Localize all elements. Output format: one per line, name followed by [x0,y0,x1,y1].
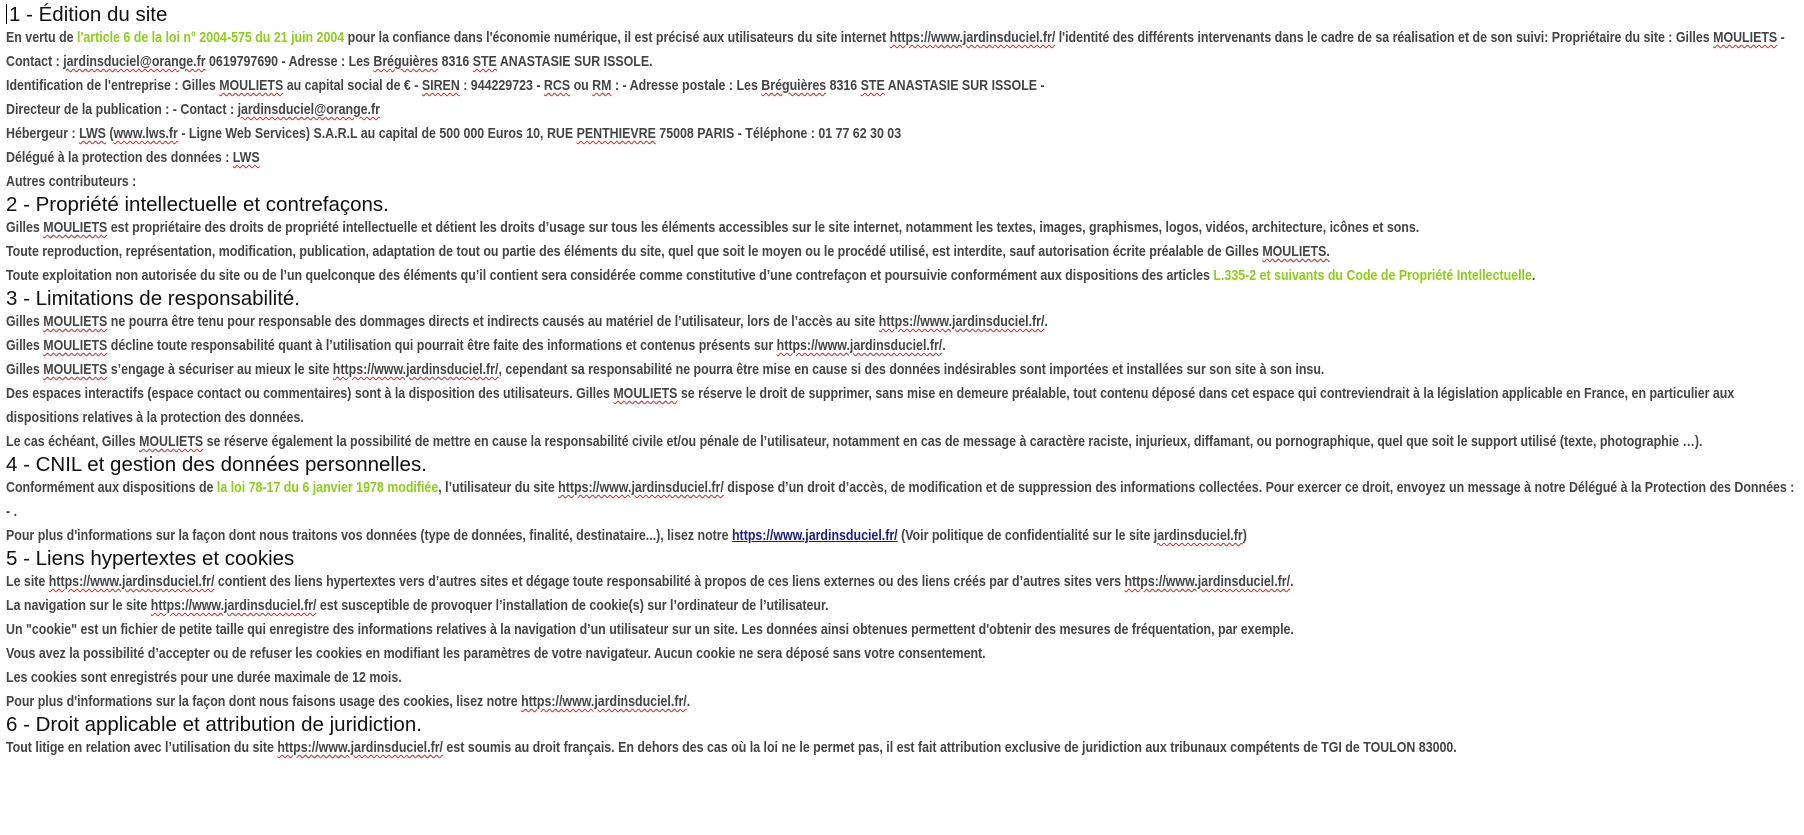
text-run: , cependant sa responsabilité ne pourra être mise en cause si des données indésirables sont importées et installées sur son site à son insu. [498,362,1325,378]
text-run: - Contact : [6,30,1785,70]
text-run: Vous avez la possibilité d’accepter ou de refuser les cookies en modifiant les paramètres de votre navigateur. Aucun cookie ne sera déposé sans votre consentement. [6,646,986,662]
text-run: dispose d’un droit d’accès, de modification et de suppression des informations collectées. Pour exercer ce droit, envoyez un message à notre Délégué à la Protection des Données : - . [6,480,1795,520]
spellcheck-flagged-word: RM [592,78,612,94]
legal-reference: L.335-2 et suivants du Code de Propriété Intellectuelle [1213,268,1532,284]
section-title-text: 1 - Édition du site [9,3,168,26]
spellcheck-flagged-word: www.lws.fr [113,126,178,142]
paragraph [6,26,1801,74]
spellcheck-flagged-word: https://www.jardinsduciel.fr/ [776,338,943,354]
text-run: - Ligne Web Services) S.A.R.L au capital de 500 000 Euros 10, RUE [177,126,577,142]
section-title [6,548,1798,570]
text-run: ANASTASIE SUR ISSOLE. [496,54,653,70]
paragraph [6,334,1791,358]
text-run: se réserve également la possibilité de mettre en cause la responsabilité civile et/ou pénale de l’utilisateur, notamment en cas de message à caractère raciste, injurieux, diffamant, ou pornographique, quel que soit le support utilisé (texte, photographie …). [203,434,1703,450]
text-run: Gilles [6,362,44,378]
text-run: l'identité des différents intervenants dans le cadre de sa réalisation et de son suivi: Propriétaire du site : Gilles [1055,30,1714,46]
text-run: Conformément aux dispositions de [6,480,217,496]
spellcheck-flagged-word: https://www.jardinsduciel.fr/ [878,314,1045,330]
text-run: Un "cookie" est un fichier de petite taille qui enregistre des informations relatives à la navigation d’un utilisateur sur un site. Les données ainsi obtenues permettent d'obtenir des mesures de fréquentation, par exemple. [6,622,1294,638]
paragraph [6,642,1791,666]
text-run: Gilles [6,338,44,354]
spellcheck-flagged-word: MOULIETS [43,338,108,354]
text-run: contient des liens hypertextes vers d’autres sites et dégage toute responsabilité à propos de ces liens externes ou des liens créés par d’autres sites vers [214,574,1125,590]
text-run: 0619797690 - Adresse : Les [205,54,374,70]
text-run: : 944229723 - [459,78,544,94]
text-run: s’engage à sécuriser au mieux le site [107,362,333,378]
spellcheck-flagged-word: https://www.jardinsduciel.fr/ [48,574,215,590]
text-run: au capital social de € - [283,78,422,94]
spellcheck-flagged-word: MOULIETS [1713,30,1778,46]
paragraph [6,170,1791,194]
spellcheck-flagged-word: https://www.jardinsduciel.fr/ [150,598,317,614]
text-run: ) [1242,528,1247,544]
spellcheck-flagged-word: MOULIETS. [1262,244,1330,260]
paragraph [6,382,1801,430]
spellcheck-flagged-word: PENTHIEVRE [576,126,656,142]
text-run: décline toute responsabilité quant à l’utilisation qui pourrait être faite des informations et contenus présents sur [107,338,777,354]
spellcheck-flagged-word: MOULIETS [219,78,284,94]
spellcheck-flagged-word: https://www.jardinsduciel.fr/ [277,740,443,756]
spellcheck-flagged-word: jardinsduciel@orange.fr [63,54,206,70]
spellcheck-flagged-word: jardinsduciel.fr [1153,528,1243,544]
paragraph [6,216,1791,240]
paragraph [6,358,1791,382]
paragraph [6,476,1801,524]
text-run: Directeur de la publication : - Contact : [6,102,238,118]
section-title [6,288,1798,310]
text-run: Des espaces interactifs (espace contact ou commentaires) sont à la disposition des utilisateurs. Gilles [6,386,614,402]
spellcheck-flagged-word: https://www.jardinsduciel.fr/ [521,694,687,710]
spellcheck-flagged-word: https://www.jardinsduciel.fr/ [558,480,724,496]
spellcheck-flagged-word: LWS [79,126,106,142]
text-run: Hébergeur : [6,126,80,142]
paragraph [6,430,1801,454]
section-title-text: 4 - CNIL et gestion des données personnelles. [6,453,427,476]
section-title-text: 2 - Propriété intellectuelle et contrefaçons. [6,193,389,216]
spellcheck-flagged-word: MOULIETS [43,314,108,330]
text-run: ( [105,126,114,142]
text-run: Identification de l'entreprise : Gilles [6,78,220,94]
spellcheck-flagged-word: https://www.jardinsduciel.fr/ [1124,574,1291,590]
spellcheck-flagged-word: MOULIETS [43,362,108,378]
paragraph [6,122,1791,146]
text-run: Tout litige en relation avec l’utilisation du site [6,740,278,756]
text-run: pour la confiance dans l'économie numérique, il est précisé aux utilisateurs du site internet [344,30,890,46]
spellcheck-flagged-word: SIREN [421,78,460,94]
text-run: Délégué à la protection des données : [6,150,233,166]
text-run: se réserve le droit de supprimer, sans mise en demeure préalable, tout contenu déposé dans cet espace qui contreviendrait à la législation applicable en France, en particulier aux dispositions relatives à la protection des données. [6,386,1735,426]
text-run: . [942,338,946,354]
text-cursor-icon [6,4,7,24]
legal-reference: la loi 78-17 du 6 janvier 1978 modifiée [216,480,439,496]
text-run: (Voir politique de confidentialité sur le site [897,528,1154,544]
paragraph [6,310,1791,334]
spellcheck-flagged-word: https://www.jardinsduciel.fr/ [332,362,499,378]
text-run: Le site [6,574,49,590]
section-title [6,194,1798,216]
text-run: Toute exploitation non autorisée du site ou de l’un quelconque des éléments qu’il contient sera considérée comme constitutive d’une contrefaçon et poursuivie conformément aux dispositions des articles [6,268,1214,284]
text-run: Le cas échéant, Gilles [6,434,140,450]
text-run: 8316 [438,54,473,70]
spellcheck-flagged-word: MOULIETS [43,220,108,236]
spellcheck-flagged-word: STE [472,54,497,70]
spellcheck-flagged-word: jardinsduciel@orange.fr [237,102,380,118]
text-run: , l’utilisateur du site [438,480,559,496]
text-run: Pour plus d'informations sur la façon dont nous traitons vos données (type de données, finalité, destinataire...), lisez notre [6,528,732,544]
spellcheck-flagged-word: LWS [232,150,260,166]
paragraph [6,736,1791,760]
spellcheck-flagged-word: MOULIETS [139,434,204,450]
legal-reference: l'article 6 de la loi n° 2004-575 du 21 juin 2004 [77,30,345,46]
paragraph [6,666,1791,690]
spellcheck-flagged-word: MOULIETS [613,386,678,402]
paragraph [6,74,1791,98]
section-title [6,454,1798,476]
text-run: Les cookies sont enregistrés pour une durée maximale de 12 mois. [6,670,402,686]
section-title-text: 6 - Droit applicable et attribution de juridiction. [6,713,422,736]
paragraph [6,98,1791,122]
spellcheck-flagged-word: https://www.jardinsduciel.fr/ [889,30,1056,46]
section-title-text: 5 - Liens hypertextes et cookies [6,547,295,570]
text-run: 8316 [826,78,861,94]
section-title [6,4,1798,26]
paragraph [6,146,1791,170]
text-run: . [1290,574,1294,590]
text-run: ou [570,78,593,94]
text-run: Gilles [6,220,44,236]
text-run: ne pourra être tenu pour responsable des dommages directs et indirects causés au matériel de l’utilisateur, lors de l’accès au site [107,314,879,330]
text-run: En vertu de [6,30,78,46]
text-run: . [686,694,691,710]
text-run: Gilles [6,314,44,330]
paragraph [6,264,1801,288]
text-run: ANASTASIE SUR ISSOLE - [884,78,1045,94]
text-run: La navigation sur le site [6,598,151,614]
paragraph [6,618,1791,642]
section-title [6,714,1798,736]
paragraph [6,570,1791,594]
text-run: est soumis au droit français. En dehors des cas où la loi ne le permet pas, il est fait attribution exclusive de juridiction aux tribunaux compétents de TGI de TOULON 83000. [442,740,1457,756]
spellcheck-flagged-word: Bréguières [373,54,439,70]
text-run: est propriétaire des droits de propriété intellectuelle et détient les droits d’usage sur tous les éléments accessibles sur le site internet, notamment les textes, images, graphismes, logos, vidéos, architecture, icônes et sons. [107,220,1420,236]
text-run: est susceptible de provoquer l’installation de cookie(s) sur l’ordinateur de l’utilisateur. [316,598,829,614]
paragraph [6,690,1791,714]
paragraph [6,240,1791,264]
paragraph [6,594,1791,618]
spellcheck-flagged-word: Bréguières [761,78,827,94]
spellcheck-flagged-word: RCS [543,78,571,94]
text-run: Toute reproduction, représentation, modification, publication, adaptation de tout ou partie des éléments du site, quel que soit le moyen ou le procédé utilisé, est interdite, sauf autorisation écrite préalable de Gilles [6,244,1263,260]
text-run: 75008 PARIS - Téléphone : 01 77 62 30 03 [655,126,902,142]
text-run: Pour plus d'informations sur la façon dont nous faisons usage des cookies, lisez notre [6,694,522,710]
section-title-text: 3 - Limitations de responsabilité. [6,287,300,310]
spellcheck-flagged-word: STE [860,78,885,94]
text-run: . [1531,268,1536,284]
text-run: : - Adresse postale : Les [611,78,762,94]
paragraph [6,524,1791,548]
text-run: . [1044,314,1048,330]
privacy-policy-link[interactable]: https://www.jardinsduciel.fr/ [731,528,898,544]
text-run: Autres contributeurs : [6,174,137,190]
